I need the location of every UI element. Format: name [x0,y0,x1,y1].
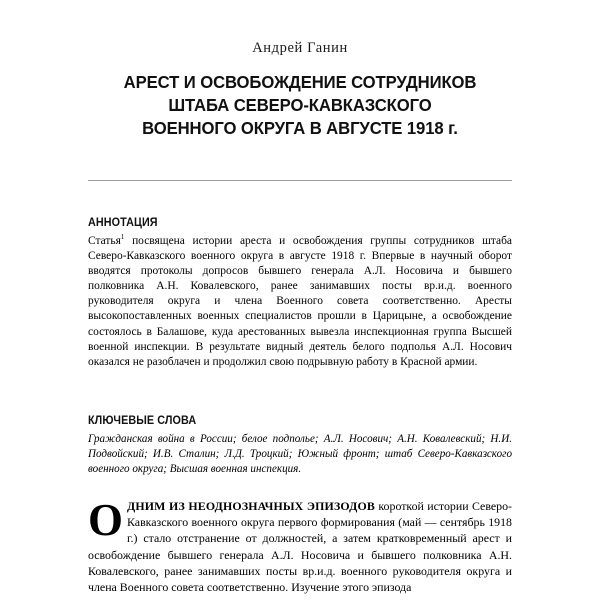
abstract-text: посвящена истории ареста и освобождения группы сотрудников штаба Северо-Кавказского военного округа в августе 1918 г. Впервые в научный оборот вводятся протоколы допросов бывшего генерала А.Л. Носовича и бывшего полковника А.Н. Ковалевского, ранее занимавших посты вр.и.д. военного руководителя округа и члена Военного совета соответственно. Аресты высокопоставленных военных специалистов прошли в Царицыне, а освобождение состоялось в Балашове, куда арестованных вывезла инспекционная группа Высшей военной инспекции. В результате видный деятель белого подполья А.Л. Носович оказался не разоблачен и продолжил свою подрывную работу в Красной армии. [88,235,512,368]
header-divider-rule [88,180,512,181]
abstract-section [88,216,512,370]
body-text: короткой истории Северо-Кавказского военного округа первого формирования (май — сентябрь 1918 г.) стало отстранение от должностей, а затем кратковременный арест и освобождение бывшего генерала А.Л. Носовича и бывшего полковника А.Н. Ковалевского, ранее занимавших посты вр.и.д. военного руководителя округа и члена Военного совета соответственно. Изучение этого эпизода [88,499,512,595]
keywords-body: Гражданская война в России; белое подполье; А.Л. Носович; А.Н. Ковалевский; Н.И. Подвойский; И.В. Сталин; Л.Д. Троцкий; Южный фронт; штаб Северо-Кавказского военного округа; Высшая военная инспекция. [88,433,512,475]
footnote-marker: 1 [120,233,125,242]
title-line-2: ШТАБА СЕВЕРО-КАВКАЗСКОГО [168,95,432,115]
abstract-lead-word: Статья [88,235,121,247]
abstract-body [88,234,512,370]
abstract-heading: АННОТАЦИЯ [88,216,158,229]
article-author: Андрей Ганин [252,40,348,56]
keywords-heading: КЛЮЧЕВЫЕ СЛОВА [88,414,197,427]
title-line-1: АРЕСТ И ОСВОБОЖДЕНИЕ СОТРУДНИКОВ [123,72,477,92]
keywords-section [88,414,512,476]
body-opening-smallcaps: ДНИМ ИЗ НЕОДНОЗНАЧНЫХ ЭПИЗОДОВ [127,499,375,513]
drop-cap-letter: О [88,495,124,545]
title-line-3: ВОЕННОГО ОКРУГА В АВГУСТЕ 1918 г. [142,118,458,138]
article-body-section [88,495,512,595]
article-title [94,57,505,140]
body-paragraph-1 [88,495,512,595]
